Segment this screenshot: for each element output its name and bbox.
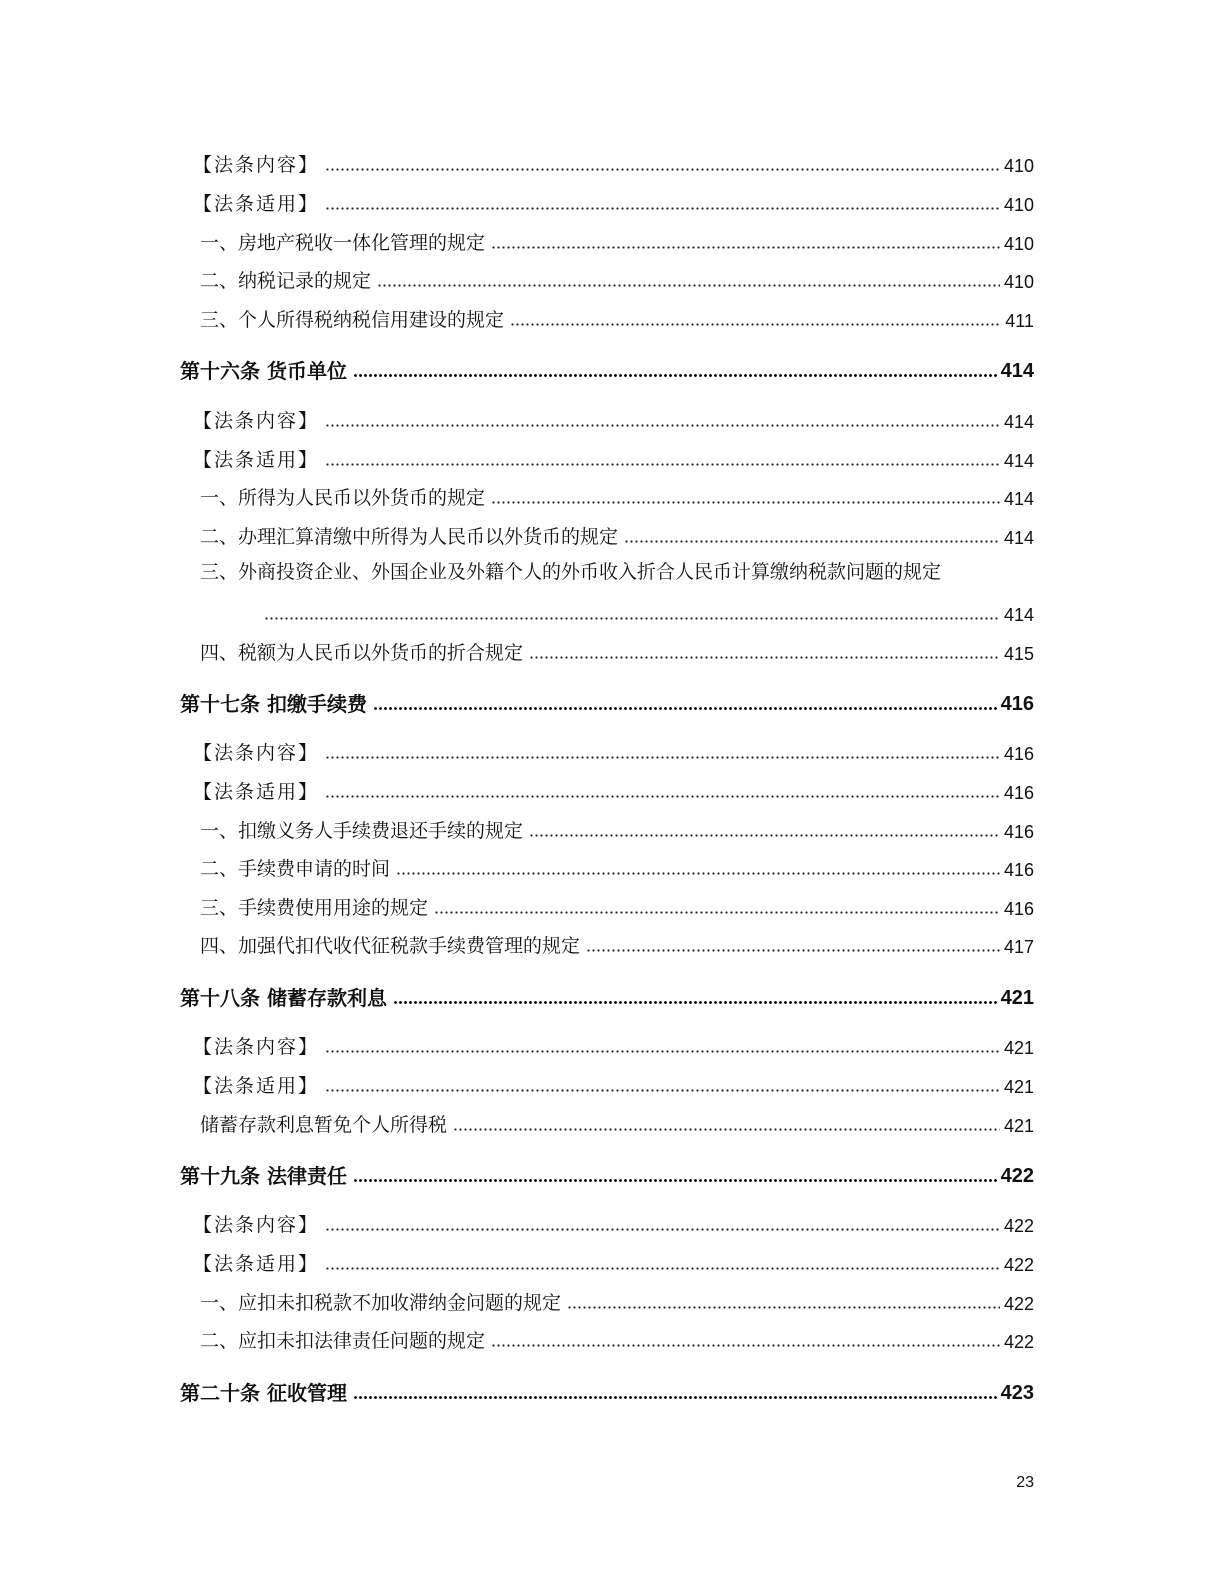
toc-entry-label: 一、应扣未扣税款不加收滞纳金问题的规定 bbox=[200, 1292, 562, 1314]
toc-entry[interactable] bbox=[200, 1290, 1034, 1313]
page-number: 23 bbox=[1016, 1474, 1034, 1491]
dot-leader bbox=[325, 1073, 1000, 1093]
toc-entry-page: 410 bbox=[1003, 234, 1034, 254]
dot-leader bbox=[396, 856, 1000, 876]
dot-leader bbox=[586, 933, 1000, 953]
toc-section-heading[interactable] bbox=[180, 356, 1034, 381]
toc-entry-page: 416 bbox=[1003, 744, 1034, 764]
toc-section-heading[interactable] bbox=[180, 983, 1034, 1008]
toc-entry[interactable] bbox=[193, 447, 1034, 470]
dot-leader bbox=[529, 818, 1000, 838]
toc-entry-label: 【法条内容】 bbox=[193, 154, 320, 176]
dot-leader bbox=[491, 485, 1000, 505]
toc-entry-page: 416 bbox=[1003, 783, 1034, 803]
toc-entry[interactable] bbox=[200, 485, 1034, 508]
toc-entry-label: 二、办理汇算清缴中所得为人民币以外货币的规定 bbox=[200, 526, 619, 548]
toc-entry[interactable] bbox=[193, 1034, 1034, 1057]
dot-leader bbox=[264, 601, 1000, 621]
toc-entry[interactable] bbox=[193, 191, 1034, 214]
toc-entry-label: 第二十条 征收管理 bbox=[180, 1381, 347, 1405]
toc-entry-label: 三、个人所得税纳税信用建设的规定 bbox=[200, 309, 505, 331]
toc-entry-wrapped-text[interactable]: 三、外商投资企业、外国企业及外籍个人的外币收入折合人民币计算缴纳税款问题的规定 bbox=[200, 561, 942, 583]
toc-entry-page: 416 bbox=[1003, 822, 1034, 842]
toc-entry-page: 417 bbox=[1003, 937, 1034, 957]
toc-entry[interactable] bbox=[200, 1112, 1034, 1135]
dot-leader bbox=[353, 1161, 997, 1183]
dot-leader bbox=[325, 447, 1000, 467]
toc-entry-label: 储蓄存款利息暂免个人所得税 bbox=[200, 1114, 448, 1136]
toc-entry-label: 二、应扣未扣法律责任问题的规定 bbox=[200, 1330, 486, 1352]
toc-entry-page: 414 bbox=[1003, 412, 1034, 432]
toc-entry[interactable] bbox=[200, 895, 1034, 918]
toc-entry-page: 421 bbox=[1003, 1116, 1034, 1136]
dot-leader bbox=[434, 895, 1000, 915]
toc-entry-page: 416 bbox=[1000, 693, 1034, 715]
toc-entry-label: 【法条适用】 bbox=[193, 193, 320, 215]
toc-entry-label: 第十六条 货币单位 bbox=[180, 359, 347, 383]
toc-entry-page: 414 bbox=[1000, 360, 1034, 382]
toc-entry[interactable] bbox=[200, 640, 1034, 663]
toc-entry-label: 四、加强代扣代收代征税款手续费管理的规定 bbox=[200, 935, 581, 957]
toc-entry-label: 三、手续费使用用途的规定 bbox=[200, 897, 429, 919]
toc-entry-page: 421 bbox=[1003, 1077, 1034, 1097]
dot-leader bbox=[325, 191, 1000, 211]
dot-leader bbox=[491, 1328, 1000, 1348]
toc-entry[interactable] bbox=[193, 740, 1034, 763]
dot-leader bbox=[491, 230, 1000, 250]
toc-entry-label: 第十九条 法律责任 bbox=[180, 1164, 347, 1188]
toc-entry-label: 【法条内容】 bbox=[193, 1214, 320, 1236]
toc-entry[interactable] bbox=[200, 307, 1034, 330]
dot-leader bbox=[624, 524, 1000, 544]
toc-entry-page: 410 bbox=[1003, 195, 1034, 215]
dot-leader bbox=[325, 1212, 1000, 1232]
toc-entry-page: 422 bbox=[1000, 1165, 1034, 1187]
toc-entry-label: 二、手续费申请的时间 bbox=[200, 858, 391, 880]
toc-entry-label: 一、所得为人民币以外货币的规定 bbox=[200, 487, 486, 509]
dot-leader bbox=[325, 1034, 1000, 1054]
toc-entry-page: 414 bbox=[1003, 528, 1034, 548]
toc-entry[interactable] bbox=[200, 1328, 1034, 1351]
dot-leader bbox=[529, 640, 1000, 660]
toc-entry-label: 一、扣缴义务人手续费退还手续的规定 bbox=[200, 820, 524, 842]
toc-entry-page: 422 bbox=[1003, 1216, 1034, 1236]
toc-entry-page: 414 bbox=[1003, 489, 1034, 509]
toc-entry[interactable] bbox=[193, 1073, 1034, 1096]
toc-entry-label: 【法条适用】 bbox=[193, 1075, 320, 1097]
dot-leader bbox=[377, 268, 1000, 288]
toc-entry-label: 第十七条 扣缴手续费 bbox=[180, 692, 367, 716]
dot-leader bbox=[325, 152, 1000, 172]
dot-leader bbox=[325, 408, 1000, 428]
toc-entry[interactable] bbox=[193, 779, 1034, 802]
toc-entry-page: 421 bbox=[1000, 987, 1034, 1009]
toc-entry-label: 【法条适用】 bbox=[193, 1253, 320, 1275]
toc-entry-page: 422 bbox=[1003, 1294, 1034, 1314]
toc-entry-label: 四、税额为人民币以外货币的折合规定 bbox=[200, 642, 524, 664]
dot-leader bbox=[393, 983, 997, 1005]
toc-section-heading[interactable] bbox=[180, 1378, 1034, 1403]
toc-entry-label: 【法条内容】 bbox=[193, 410, 320, 432]
toc-entry-page: 422 bbox=[1003, 1332, 1034, 1352]
dot-leader bbox=[453, 1112, 1000, 1132]
toc-entry-page: 423 bbox=[1000, 1382, 1034, 1404]
toc-entry-label: 【法条内容】 bbox=[193, 742, 320, 764]
toc-entry[interactable] bbox=[193, 408, 1034, 431]
toc-entry-page: 411 bbox=[1005, 311, 1034, 331]
toc-entry-label: 【法条适用】 bbox=[193, 781, 320, 803]
toc-section-heading[interactable] bbox=[180, 689, 1034, 714]
toc-entry-page: 414 bbox=[1003, 451, 1034, 471]
toc-entry[interactable] bbox=[200, 856, 1034, 879]
toc-entry-page: 416 bbox=[1003, 860, 1034, 880]
toc-entry[interactable] bbox=[193, 1251, 1034, 1274]
dot-leader bbox=[353, 356, 997, 378]
dot-leader bbox=[353, 1378, 997, 1400]
toc-entry-label: 二、纳税记录的规定 bbox=[200, 270, 372, 292]
toc-section-heading[interactable] bbox=[180, 1161, 1034, 1186]
toc-entry[interactable] bbox=[193, 1212, 1034, 1235]
toc-entry-page: 421 bbox=[1003, 1038, 1034, 1058]
toc-entry[interactable] bbox=[200, 230, 1034, 253]
dot-leader bbox=[567, 1290, 1000, 1310]
dot-leader bbox=[325, 779, 1000, 799]
dot-leader bbox=[325, 1251, 1000, 1271]
toc-entry-label: 第十八条 储蓄存款利息 bbox=[180, 986, 387, 1010]
toc-entry-page: 422 bbox=[1003, 1255, 1034, 1275]
dot-leader bbox=[373, 689, 997, 711]
toc-entry-continuation[interactable] bbox=[264, 601, 1034, 624]
toc-entry-label: 一、房地产税收一体化管理的规定 bbox=[200, 232, 486, 254]
toc-entry[interactable] bbox=[200, 933, 1034, 956]
toc-entry-label: 【法条内容】 bbox=[193, 1036, 320, 1058]
dot-leader bbox=[325, 740, 1000, 760]
toc-entry[interactable] bbox=[200, 524, 1034, 547]
toc-entry[interactable] bbox=[200, 818, 1034, 841]
toc-entry-page: 410 bbox=[1003, 272, 1034, 292]
toc-entry[interactable] bbox=[193, 152, 1034, 175]
toc-entry-page: 414 bbox=[1003, 605, 1034, 625]
toc-entry-page: 415 bbox=[1003, 644, 1034, 664]
dot-leader bbox=[510, 307, 1001, 327]
toc-entry-page: 410 bbox=[1003, 156, 1034, 176]
toc-entry[interactable] bbox=[200, 268, 1034, 291]
toc-entry-page: 416 bbox=[1003, 899, 1034, 919]
toc-entry-label: 【法条适用】 bbox=[193, 449, 320, 471]
